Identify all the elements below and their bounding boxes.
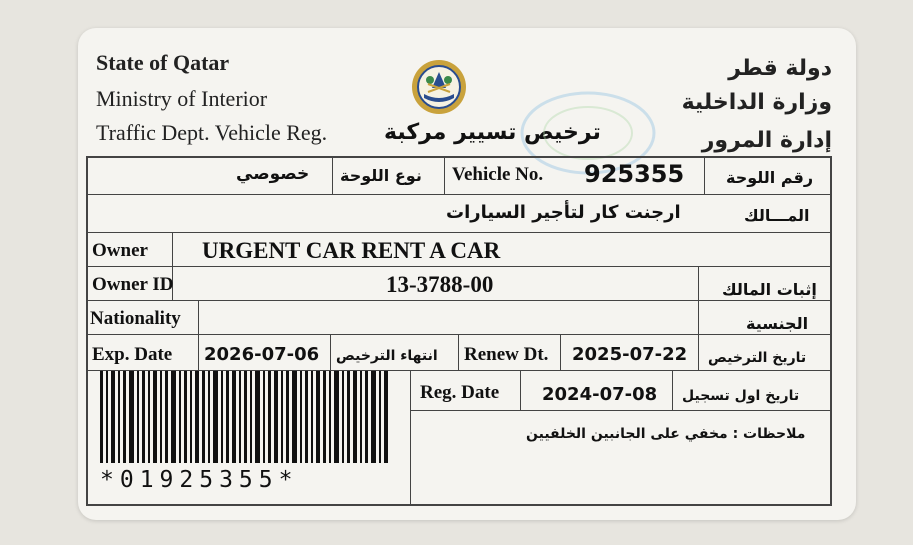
card-title-ar: ترخيص تسيير مركبة	[384, 120, 601, 145]
exp-date-label-ar: انتهاء الترخيص	[336, 348, 438, 364]
exp-date-value: 2026-07-06	[204, 344, 320, 365]
owner-id-value: 13-3788-00	[386, 272, 494, 297]
plate-type-value: خصوصي	[236, 164, 310, 184]
reg-date-label: Reg. Date	[420, 382, 500, 403]
plate-no-label-ar: رقم اللوحة	[726, 168, 814, 187]
dept-en: Traffic Dept. Vehicle Reg.	[96, 120, 328, 145]
renew-date-value: 2025-07-22	[572, 344, 688, 365]
renew-date-label: Renew Dt.	[464, 344, 549, 365]
barcode-number: *01925355*	[100, 467, 299, 493]
exp-date-label: Exp. Date	[92, 344, 173, 365]
vehicle-no-value: 925355	[584, 160, 685, 188]
reg-date-value: 2024-07-08	[542, 384, 658, 405]
remarks-ar: ملاحظات : مخفي على الجانبين الخلفيين	[526, 426, 806, 442]
owner-value: URGENT CAR RENT A CAR	[202, 238, 501, 263]
owner-id-label-ar: إثبات المالك	[722, 280, 817, 299]
dept-ar: إدارة المرور	[701, 128, 832, 153]
owner-id-label: Owner ID	[92, 274, 174, 295]
state-en: State of Qatar	[96, 50, 230, 75]
owner-name-ar: ارجنت كار لتأجير السيارات	[446, 202, 681, 223]
nationality-label: Nationality	[90, 308, 181, 329]
vehicle-no-label: Vehicle No.	[452, 164, 544, 185]
owner-label-ar: المـــالك	[744, 206, 810, 225]
qatar-emblem-icon	[410, 56, 468, 118]
plate-type-label-ar: نوع اللوحة	[340, 166, 422, 185]
ministry-en: Ministry of Interior	[96, 86, 268, 111]
renew-date-label-ar: تاريخ الترخيص	[708, 350, 807, 366]
reg-date-label-ar: تاريخ اول تسجيل	[682, 388, 800, 404]
registration-card	[78, 28, 856, 520]
state-ar: دولة قطر	[728, 56, 832, 81]
nationality-label-ar: الجنسية	[746, 314, 809, 333]
owner-label: Owner	[92, 240, 148, 261]
ministry-ar: وزارة الداخلية	[681, 90, 832, 115]
